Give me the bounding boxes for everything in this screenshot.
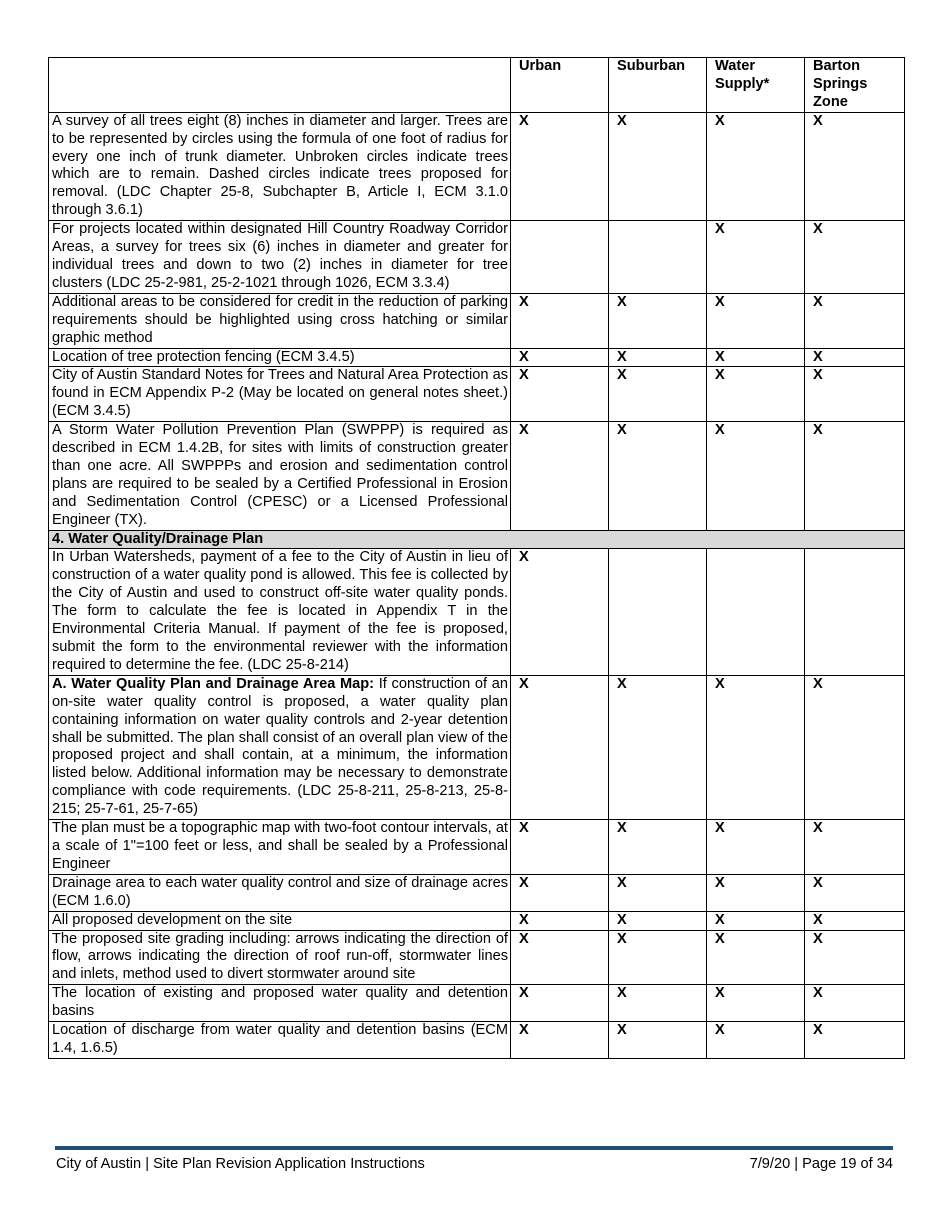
mark-urban: X [511, 112, 609, 220]
mark-barton-springs-zone: X [805, 911, 905, 930]
mark-water-supply: X [707, 985, 805, 1022]
mark-water-supply: X [707, 221, 805, 294]
requirement-text: If construction of an on-site water quality control is proposed, a water quality plan containing information on water quality controls and 2-year detention shall be submitted. The plan shall consist of an overall plan view of the proposed project and shall contain, at a minimum, the information listed below. Additional information may be necessary to demonstrate compliance with code requirements. (LDC 25-8-211, 25-8-213, 25-8-215; 25-7-61, 25-7-65) [52, 675, 508, 818]
requirement-text: A survey of all trees eight (8) inches in diameter and larger. Trees are to be represented by circles using the formula of one foot of radius for every one inch of trunk diameter. Unbroken circles indicate trees which are to remain. Dashed circles indicate trees proposed for removal. (LDC Chapter 25-8, Subchapter B, Article I, ECM 3.1.0 through 3.6.1) [52, 112, 508, 219]
mark-suburban: X [609, 367, 707, 422]
requirement-description [49, 549, 511, 675]
mark-barton-springs-zone: X [805, 985, 905, 1022]
table-row [49, 874, 905, 911]
requirement-description [49, 985, 511, 1022]
mark-suburban: X [609, 348, 707, 367]
header-suburban: Suburban [609, 58, 707, 113]
mark-water-supply: X [707, 1022, 805, 1059]
mark-urban: X [511, 911, 609, 930]
mark-urban: X [511, 348, 609, 367]
table-row [49, 367, 905, 422]
mark-urban: X [511, 675, 609, 819]
table-row [49, 675, 905, 819]
mark-water-supply: X [707, 348, 805, 367]
requirement-text: Location of tree protection fencing (ECM 3.4.5) [52, 348, 355, 365]
table-row [49, 985, 905, 1022]
mark-urban: X [511, 293, 609, 348]
mark-water-supply: X [707, 367, 805, 422]
mark-urban: X [511, 820, 609, 875]
mark-suburban [609, 549, 707, 675]
footer-rule [55, 1146, 893, 1150]
mark-barton-springs-zone [805, 549, 905, 675]
header-water-supply: Water Supply* [707, 58, 805, 113]
footer-page-info: 7/9/20 | Page 19 of 34 [749, 1156, 893, 1172]
mark-barton-springs-zone: X [805, 820, 905, 875]
mark-urban: X [511, 1022, 609, 1059]
requirement-description [49, 293, 511, 348]
requirement-description [49, 1022, 511, 1059]
section-header-row [49, 530, 905, 549]
mark-barton-springs-zone: X [805, 874, 905, 911]
requirement-text: Drainage area to each water quality control and size of drainage acres (ECM 1.6.0) [52, 874, 508, 909]
mark-water-supply: X [707, 874, 805, 911]
requirement-description [49, 112, 511, 220]
table-row [49, 911, 905, 930]
mark-barton-springs-zone: X [805, 293, 905, 348]
requirement-text: For projects located within designated Hill Country Roadway Corridor Areas, a survey for trees six (6) inches in diameter and greater for individual trees and down to two (2) inches in diameter for tree clusters (LDC 25-2-981, 25-2-1021 through 1026, ECM 3.3.4) [52, 221, 508, 291]
mark-water-supply: X [707, 112, 805, 220]
mark-water-supply: X [707, 911, 805, 930]
section-title: 4. Water Quality/Drainage Plan [49, 530, 905, 549]
mark-urban: X [511, 930, 609, 985]
mark-suburban [609, 221, 707, 294]
mark-barton-springs-zone: X [805, 1022, 905, 1059]
mark-suburban: X [609, 874, 707, 911]
requirement-description [49, 874, 511, 911]
requirement-text: A Storm Water Pollution Prevention Plan (SWPPP) is required as described in ECM 1.4.2B, for sites with limits of construction greater than one acre. All SWPPPs and erosion and sedimentation control plans are required to be sealed by a Certified Professional in Erosion and Sedimentation Control (CPESC) or a Licensed Professional Engineer (TX). [52, 422, 508, 528]
mark-suburban: X [609, 293, 707, 348]
mark-barton-springs-zone: X [805, 221, 905, 294]
mark-suburban: X [609, 930, 707, 985]
mark-urban: X [511, 422, 609, 530]
mark-urban: X [511, 985, 609, 1022]
requirement-description [49, 820, 511, 875]
footer-document-title: City of Austin | Site Plan Revision Application Instructions [56, 1156, 425, 1172]
table-header-row [49, 58, 905, 113]
requirement-text: Additional areas to be considered for credit in the reduction of parking requirements should be highlighted using cross hatching or similar graphic method [52, 293, 508, 346]
requirement-text: The plan must be a topographic map with two-foot contour intervals, at a scale of 1"=100 feet or less, and shall be sealed by a Professional Engineer [52, 820, 508, 872]
mark-suburban: X [609, 985, 707, 1022]
requirement-text: In Urban Watersheds, payment of a fee to the City of Austin in lieu of construction of a water quality pond is allowed. This fee is collected by the City of Austin and used to construct off-site water quality ponds. The form to calculate the fee is located in Appendix T in the Environmental Criteria Manual. If payment of the fee is proposed, submit the form to the environmental reviewer with the information required to determine the fee. (LDC 25-8-214) [52, 549, 508, 673]
mark-suburban: X [609, 675, 707, 819]
requirement-description [49, 422, 511, 530]
mark-urban: X [511, 874, 609, 911]
mark-water-supply: X [707, 293, 805, 348]
mark-water-supply [707, 549, 805, 675]
requirement-description [49, 930, 511, 985]
mark-barton-springs-zone: X [805, 367, 905, 422]
table-row [49, 549, 905, 675]
mark-barton-springs-zone: X [805, 930, 905, 985]
requirement-text: The location of existing and proposed water quality and detention basins [52, 985, 508, 1020]
table-row [49, 293, 905, 348]
mark-urban [511, 221, 609, 294]
requirement-lead: A. Water Quality Plan and Drainage Area Map: [52, 675, 375, 692]
requirement-text: The proposed site grading including: arrows indicating the direction of flow, arrows indicating the direction of roof run-off, stormwater lines and inlets, method used to divert stormwater around site [52, 930, 508, 983]
requirement-description [49, 348, 511, 367]
requirement-text: Location of discharge from water quality and detention basins (ECM 1.4, 1.6.5) [52, 1022, 508, 1056]
mark-suburban: X [609, 820, 707, 875]
requirement-text: All proposed development on the site [52, 911, 293, 928]
header-urban: Urban [511, 58, 609, 113]
mark-barton-springs-zone: X [805, 348, 905, 367]
table-row [49, 930, 905, 985]
table-row [49, 221, 905, 294]
mark-water-supply: X [707, 422, 805, 530]
mark-suburban: X [609, 911, 707, 930]
mark-suburban: X [609, 1022, 707, 1059]
header-barton-springs-zone: Barton Springs Zone [805, 58, 905, 113]
requirement-description [49, 221, 511, 294]
mark-water-supply: X [707, 930, 805, 985]
requirement-text: City of Austin Standard Notes for Trees and Natural Area Protection as found in ECM Appendix P-2 (May be located on general notes sheet.) (ECM 3.4.5) [52, 367, 508, 420]
table-row [49, 820, 905, 875]
mark-urban: X [511, 549, 609, 675]
mark-suburban: X [609, 422, 707, 530]
mark-water-supply: X [707, 820, 805, 875]
mark-barton-springs-zone: X [805, 675, 905, 819]
table-row [49, 348, 905, 367]
table-row [49, 112, 905, 220]
table-body [49, 112, 905, 1058]
mark-urban: X [511, 367, 609, 422]
mark-barton-springs-zone: X [805, 112, 905, 220]
requirement-description [49, 911, 511, 930]
requirements-table [48, 57, 905, 1059]
mark-water-supply: X [707, 675, 805, 819]
requirement-description [49, 367, 511, 422]
header-description [49, 58, 511, 113]
table-row [49, 1022, 905, 1059]
table-row [49, 422, 905, 530]
requirement-description [49, 675, 511, 819]
mark-barton-springs-zone: X [805, 422, 905, 530]
mark-suburban: X [609, 112, 707, 220]
